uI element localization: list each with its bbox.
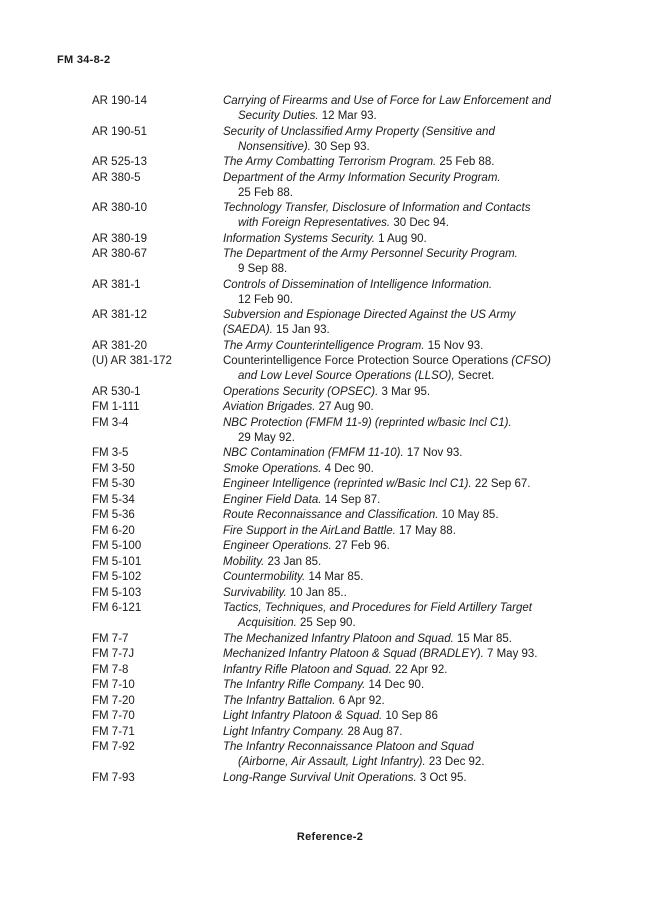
entry-number: FM 7-7J <box>92 648 135 660</box>
entry-number: FM 5-102 <box>92 571 142 583</box>
entry-number: FM 7-71 <box>92 725 135 738</box>
entry-number: FM 3-4 <box>92 416 129 429</box>
reference-entry <box>92 493 622 508</box>
entry-title <box>223 278 622 308</box>
reference-entry <box>92 539 622 554</box>
entry-title-line: Mechanized Infantry Platoon & Squad (BRADLEY). 7 May 93. <box>223 648 538 660</box>
entry-title-line: Aviation Brigades. 27 Aug 90. <box>223 401 374 413</box>
entry-title-line: The Army Combatting Terrorism Program. 25 Feb 88. <box>223 156 495 168</box>
entry-number: FM 7-8 <box>92 663 129 676</box>
entry-number: AR 380-10 <box>92 202 147 214</box>
entry-title <box>223 477 622 492</box>
entry-title-line: Information Systems Security. 1 Aug 90. <box>223 232 427 245</box>
reference-entry <box>92 462 622 477</box>
entry-number: FM 6-20 <box>92 524 135 537</box>
reference-entry <box>92 171 622 201</box>
entry-title-line: Survivability. 10 Jan 85.. <box>223 586 347 599</box>
reference-entry <box>92 446 622 461</box>
entry-title-line: Light Infantry Company. 28 Aug 87. <box>223 725 403 738</box>
entry-number: FM 5-36 <box>92 509 135 521</box>
reference-entry <box>92 278 622 308</box>
entry-number: FM 5-34 <box>92 493 135 506</box>
entry-title <box>223 354 622 384</box>
reference-entry <box>92 678 622 693</box>
entry-title-line: (SAEDA). 15 Jan 93. <box>223 324 330 336</box>
entry-title <box>223 462 622 477</box>
entry-title-line: The Infantry Battalion. 6 Apr 92. <box>223 694 385 707</box>
entry-number: (U) AR 381-172 <box>92 355 172 367</box>
entry-number: FM 5-30 <box>92 478 135 490</box>
reference-entry <box>92 508 622 523</box>
entry-title-line: Security of Unclassified Army Property (Sensitive and <box>223 125 495 138</box>
entry-title-line: Technology Transfer, Disclosure of Information and Contacts <box>223 202 531 214</box>
entry-title-line: Fire Support in the AirLand Battle. 17 May 88. <box>223 524 456 537</box>
entry-number: FM 5-101 <box>92 555 142 568</box>
entry-number: FM 3-5 <box>92 447 129 459</box>
entry-title <box>223 570 622 585</box>
reference-entry <box>92 247 622 277</box>
reference-entry <box>92 647 622 662</box>
entry-title-line: Carrying of Firearms and Use of Force for Law Enforcement and <box>223 95 551 107</box>
entry-title-line: Long-Range Survival Unit Operations. 3 Oct 95. <box>223 771 467 784</box>
reference-entry <box>92 477 622 492</box>
entry-title-line: 25 Feb 88. <box>238 186 293 199</box>
entry-title-line: Light Infantry Platoon & Squad. 10 Sep 86 <box>223 710 438 722</box>
entry-title-line: Mobility. 23 Jan 85. <box>223 555 322 568</box>
entry-title <box>223 508 622 523</box>
entry-title <box>223 678 622 693</box>
reference-entry <box>92 709 622 724</box>
entry-number: FM 7-10 <box>92 679 135 691</box>
entry-title <box>223 555 622 570</box>
entry-number: FM 7-92 <box>92 741 135 753</box>
page-footer: Reference-2 <box>296 831 364 843</box>
entry-number: AR 381-1 <box>92 278 141 291</box>
entry-number: FM 7-93 <box>92 771 135 784</box>
entry-title-line: Tactics, Techniques, and Procedures for Field Artillery Target <box>223 602 532 614</box>
entry-title <box>223 725 622 740</box>
entry-title <box>223 601 622 631</box>
entry-title-line: and Low Level Source Operations (LLSO), Secret. <box>238 370 495 382</box>
entry-title <box>223 385 622 400</box>
entry-title-line: Counterintelligence Force Protection Source Operations (CFSO) <box>223 355 551 367</box>
reference-entry <box>92 201 622 231</box>
entry-number: AR 190-14 <box>92 95 147 107</box>
entry-title-line: Department of the Army Information Security Program. <box>223 171 501 184</box>
entry-title-line: The Infantry Reconnaissance Platoon and Squad <box>223 741 474 753</box>
entry-title <box>223 586 622 601</box>
entry-title <box>223 155 622 170</box>
entry-number: FM 5-103 <box>92 586 142 599</box>
entry-title <box>223 308 622 338</box>
entry-title-line: The Department of the Army Personnel Security Program. <box>223 248 518 260</box>
entry-title-line: Engineer Intelligence (reprinted w/Basic Incl C1). 22 Sep 67. <box>223 478 531 490</box>
reference-entry <box>92 601 622 631</box>
entry-number: FM 7-70 <box>92 710 135 722</box>
entry-title-line: Subversion and Espionage Directed Against the US Army <box>223 309 516 321</box>
entry-title-line: Acquisition. 25 Sep 90. <box>238 617 356 629</box>
entry-title <box>223 94 622 124</box>
entry-title <box>223 663 622 678</box>
entry-number: FM 5-100 <box>92 540 142 552</box>
reference-entry <box>92 694 622 709</box>
reference-entry <box>92 663 622 678</box>
entry-title-line: 29 May 92. <box>238 431 295 444</box>
entry-title-line: Enginer Field Data. 14 Sep 87. <box>223 493 381 506</box>
entry-title-line: Route Reconnaissance and Classification. 10 May 85. <box>223 509 499 521</box>
entry-title <box>223 524 622 539</box>
page-header: FM 34-8-2 <box>57 54 111 66</box>
entry-title-line: with Foreign Representatives. 30 Dec 94. <box>238 217 449 229</box>
reference-entry <box>92 725 622 740</box>
entry-title <box>223 647 622 662</box>
entry-title-line: The Army Counterintelligence Program. 15 Nov 93. <box>223 339 484 352</box>
entry-title <box>223 493 622 508</box>
entry-title-line: Controls of Dissemination of Intelligence Information. <box>223 278 493 291</box>
entry-title-line: NBC Contamination (FMFM 11-10). 17 Nov 93. <box>223 447 463 459</box>
entry-title-line: Nonsensitive). 30 Sep 93. <box>238 140 370 153</box>
entry-number: AR 190-51 <box>92 125 147 138</box>
entry-title-line: (Airborne, Air Assault, Light Infantry). 23 Dec 92. <box>238 756 485 768</box>
entry-title <box>223 539 622 554</box>
entry-title <box>223 171 622 201</box>
entry-number: AR 380-67 <box>92 248 147 260</box>
entry-title-line: The Mechanized Infantry Platoon and Squad. 15 Mar 85. <box>223 632 512 645</box>
reference-entry <box>92 354 622 384</box>
entry-title <box>223 247 622 277</box>
entry-title <box>223 232 622 247</box>
entry-title-line: Infantry Rifle Platoon and Squad. 22 Apr 92. <box>223 663 448 676</box>
entry-title <box>223 125 622 155</box>
reference-entry <box>92 339 622 354</box>
entry-number: FM 7-7 <box>92 632 129 645</box>
entry-number: AR 525-13 <box>92 156 147 168</box>
entry-title-line: Smoke Operations. 4 Dec 90. <box>223 462 374 475</box>
entry-title-line: Engineer Operations. 27 Feb 96. <box>223 540 390 552</box>
reference-entry <box>92 94 622 124</box>
entry-number: AR 381-20 <box>92 339 147 352</box>
entry-title <box>223 400 622 415</box>
reference-entry <box>92 416 622 446</box>
entry-title <box>223 709 622 724</box>
reference-entry <box>92 570 622 585</box>
reference-entry <box>92 555 622 570</box>
entry-title <box>223 632 622 647</box>
reference-entry <box>92 385 622 400</box>
reference-list <box>92 94 622 786</box>
reference-entry <box>92 400 622 415</box>
reference-entry <box>92 125 622 155</box>
reference-entry <box>92 308 622 338</box>
reference-entry <box>92 632 622 647</box>
entry-title <box>223 694 622 709</box>
entry-title-line: Security Duties. 12 Mar 93. <box>238 110 377 122</box>
entry-title <box>223 339 622 354</box>
entry-title-line: Operations Security (OPSEC). 3 Mar 95. <box>223 385 431 398</box>
reference-entry <box>92 771 622 786</box>
entry-title <box>223 446 622 461</box>
entry-title <box>223 416 622 446</box>
entry-title-line: 9 Sep 88. <box>238 263 288 275</box>
entry-number: AR 381-12 <box>92 309 147 321</box>
entry-title-line: NBC Protection (FMFM 11-9) (reprinted w/basic Incl C1). <box>223 416 512 429</box>
entry-title <box>223 771 622 786</box>
reference-entry <box>92 586 622 601</box>
entry-number: FM 1-111 <box>92 401 140 413</box>
entry-number: FM 6-121 <box>92 602 142 614</box>
entry-title-line: Countermobility. 14 Mar 85. <box>223 571 364 583</box>
reference-entry <box>92 524 622 539</box>
entry-title-line: The Infantry Rifle Company. 14 Dec 90. <box>223 679 425 691</box>
reference-entry <box>92 155 622 170</box>
entry-number: FM 3-50 <box>92 462 135 475</box>
reference-entry <box>92 232 622 247</box>
entry-number: AR 380-19 <box>92 232 147 245</box>
entry-title-line: 12 Feb 90. <box>238 293 293 306</box>
entry-number: AR 530-1 <box>92 385 141 398</box>
entry-title <box>223 740 622 770</box>
entry-number: FM 7-20 <box>92 694 135 707</box>
entry-title <box>223 201 622 231</box>
entry-number: AR 380-5 <box>92 171 141 184</box>
reference-entry <box>92 740 622 770</box>
